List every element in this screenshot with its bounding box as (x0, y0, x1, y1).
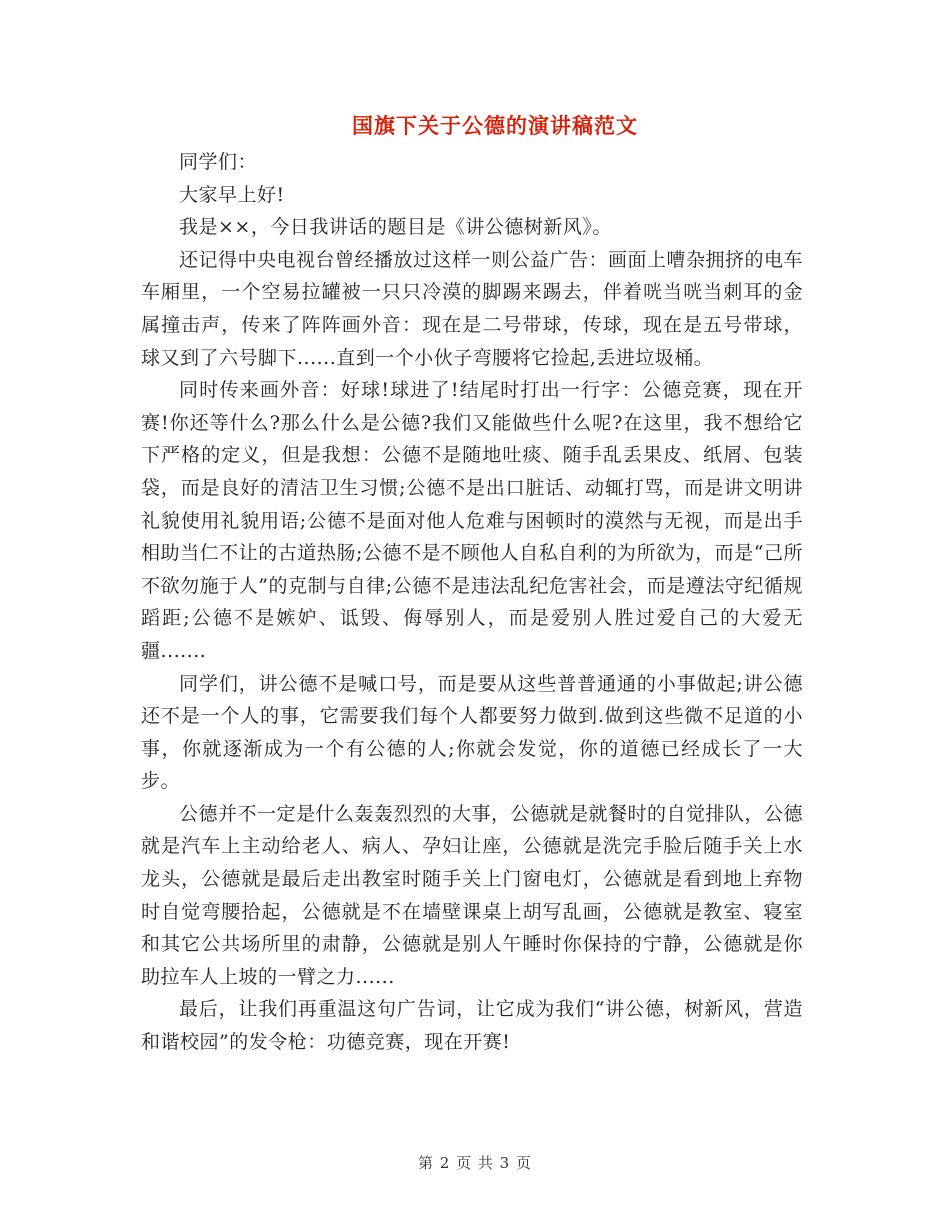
paragraph-start-small: 同学们，讲公德不是喊口号，而是要从这些普普通通的小事做起;讲公德还不是一个人的事，它需要我们每个人都要努力做到.做到这些微不足道的小事，你就逐渐成为一个有公德的人;你就会发觉，你的道德已经成长了一大步。 (141, 672, 803, 793)
paragraph-good-morning: 大家早上好! (179, 183, 285, 206)
page-number-label: 第 2 页 共 3 页 (418, 1154, 532, 1172)
page-footer (0, 1152, 950, 1173)
paragraph-examples: 公德并不一定是什么轰轰烈烈的大事，公德就是就餐时的自觉排队，公德就是汽车上主动给老人、病人、孕妇让座，公德就是洗完手脸后随手关上水龙头，公德就是最后走出教室时随手关上门窗电灯，公德就是看到地上弃物时自觉弯腰拾起，公德就是不在墙壁课桌上胡写乱画，公德就是教室、寝室和其它公共场所里的肃静，公德就是别人午睡时你保持的宁静，公德就是你助拉车人上坡的一臂之力...... (141, 802, 804, 988)
paragraph-greeting: 同学们： (179, 151, 258, 173)
document-body (141, 146, 803, 1059)
paragraph-ad-story: 还记得中央电视台曾经播放过这样一则公益广告：画面上嘈杂拥挤的电车车厢里，一个空易拉罐被一只只冷漠的脚踢来踢去，伴着咣当咣当刺耳的金属撞击声，传来了阵阵画外音：现在是二号带球，传球，现在是五号带球，球又到了六号脚下......直到一个小伙子弯腰将它捡起,丢进垃圾桶。 (141, 248, 804, 369)
paragraph-topic: 我是××，今日我讲话的题目是《讲公德树新风》。 (179, 216, 612, 239)
document-title: 国旗下关于公德的演讲稿范文 (352, 113, 638, 138)
paragraph-closing: 最后，让我们再重温这句广告词，让它成为我们“讲公德，树新风，营造和谐校园”的发令枪：功德竞赛，现在开赛! (141, 998, 803, 1054)
paragraph-what-is-morality: 同时传来画外音：好球!球进了!结尾时打出一行字：公德竞赛，现在开赛!你还等什么?那么什么是公德?我们又能做些什么呢?在这里，我不想给它下严格的定义，但是我想：公德不是随地吐痰、随手乱丢果皮、纸屑、包装袋，而是良好的清洁卫生习惯;公德不是出口脏话、动辄打骂，而是讲文明讲礼貌使用礼貌用语;公德不是面对他人危难与困顿时的漠然与无视，而是出手相助当仁不让的古道热肠;公德不是不顾他人自私自利的为所欲为，而是“己所不欲勿施于人”的克制与自律;公德不是违法乱纪危害社会，而是遵法守纪循规蹈距;公德不是嫉妒、诋毁、侮辱别人，而是爱别人胜过爱自己的大爱无疆....... (141, 379, 803, 662)
